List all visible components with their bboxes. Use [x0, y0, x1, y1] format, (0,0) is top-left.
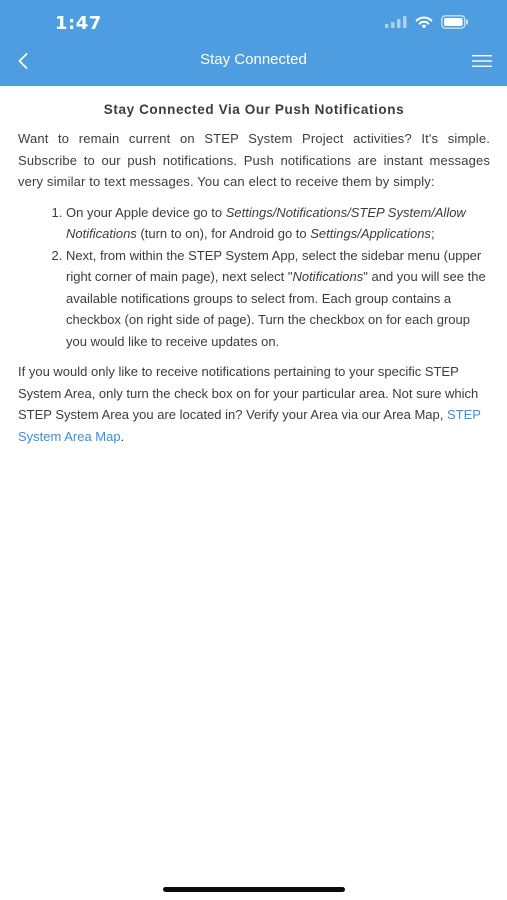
- status-time: 1:47: [55, 13, 102, 34]
- area-text-end: .: [120, 428, 125, 444]
- step-path: Notifications: [292, 269, 364, 284]
- list-item: [66, 245, 490, 353]
- list-item: [66, 202, 490, 245]
- intro-paragraph: Want to remain current on STEP System Project activities? It's simple. Subscribe to our push notifications. Push notifications are instant messages very similar to text messages. You can elect to receive them by simply:: [18, 131, 490, 189]
- area-map-link[interactable]: STEP System Area Map: [18, 407, 481, 444]
- area-paragraph: [18, 361, 490, 447]
- hamburger-menu-icon[interactable]: [471, 52, 493, 70]
- step-path: Settings/Notifications/STEP System/Allow Notifications: [66, 204, 466, 241]
- status-icons: [385, 15, 469, 29]
- wifi-icon: [415, 16, 433, 29]
- step-path: Settings/Applications: [310, 226, 431, 241]
- battery-icon: [441, 15, 469, 29]
- app-header: [0, 0, 507, 86]
- step-text: On your Apple device go to: [66, 204, 226, 220]
- signal-icon: [385, 16, 407, 28]
- page-heading: Stay Connected Via Our Push Notifications: [103, 102, 405, 117]
- area-text: If you would only like to receive notifications pertaining to your specific STEP System Area, only turn the check box on for your particular area. Not sure which STEP System Area you are located in? Verify your Area via our Area Map,: [18, 364, 479, 422]
- step-text: ;: [430, 226, 435, 241]
- page-content: [18, 86, 490, 447]
- nav-title: Stay Connected: [200, 51, 307, 68]
- step-text: (turn to on), for Android go to: [136, 226, 311, 241]
- home-indicator[interactable]: [163, 887, 345, 892]
- step-text: " and you will see the available notifications groups to select from. Each group contains a checkbox (on right side of page). Turn the checkbox on for each group you would like to receive updates on.: [66, 269, 486, 349]
- step-text: Next, from within the STEP System App, select the sidebar menu (upper right corner of main page), next select ": [66, 247, 482, 284]
- steps-list: [18, 202, 490, 353]
